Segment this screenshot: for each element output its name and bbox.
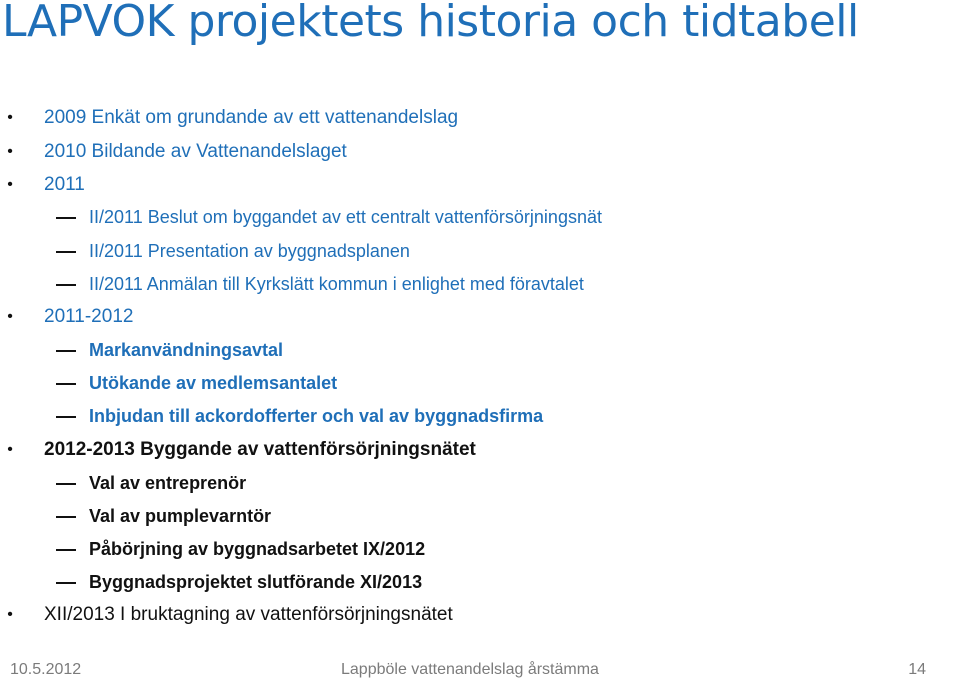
bullet-marker: • [7, 109, 13, 126]
dash-marker [56, 284, 76, 286]
item-text: 2010 Bildande av Vattenandelslaget [44, 141, 347, 162]
item-text: 2011-2012 [44, 306, 134, 327]
slide-title: LAPVOK projektets historia och tidtabell [2, 0, 859, 47]
item-text: XII/2013 I bruktagning av vattenförsörjningsnätet [44, 604, 453, 625]
bullet-marker: • [7, 441, 13, 458]
dash-marker [56, 549, 76, 551]
item-text: Inbjudan till ackordofferter och val av byggnadsfirma [89, 406, 544, 426]
dash-marker [56, 516, 76, 518]
item-text: Markanvändningsavtal [89, 340, 284, 360]
dash-marker [56, 217, 76, 219]
bullet-marker: • [7, 308, 13, 325]
footer-date: 10.5.2012 [10, 661, 82, 678]
item-text: Byggnadsprojektet slutförande XI/2013 [89, 572, 423, 592]
bullet-marker: • [7, 176, 13, 193]
item-text: II/2011 Beslut om byggandet av ett centralt vattenförsörjningsnät [89, 207, 602, 227]
item-text: Påbörjning av byggnadsarbetet IX/2012 [89, 539, 426, 559]
item-text: Val av pumplevarntör [89, 506, 272, 526]
item-text: 2012-2013 Byggande av vattenförsörjningsnätet [44, 439, 476, 460]
dash-marker [56, 251, 76, 253]
dash-marker [56, 350, 76, 352]
dash-marker [56, 483, 76, 485]
footer-center-text: Lappböle vattenandelslag årstämma [341, 661, 599, 678]
bullet-marker: • [7, 143, 13, 160]
bullet-marker: • [7, 606, 13, 623]
item-text: Utökande av medlemsantalet [89, 373, 338, 393]
item-text: 2009 Enkät om grundande av ett vattenandelslag [44, 107, 459, 128]
dash-marker [56, 383, 76, 385]
dash-marker [56, 582, 76, 584]
item-text: II/2011 Presentation av byggnadsplanen [89, 241, 410, 261]
item-text: 2011 [44, 174, 85, 195]
footer-page-number: 14 [908, 661, 926, 678]
item-text: II/2011 Anmälan till Kyrkslätt kommun i enlighet med föravtalet [89, 274, 584, 294]
item-text: Val av entreprenör [89, 473, 247, 493]
dash-marker [56, 416, 76, 418]
